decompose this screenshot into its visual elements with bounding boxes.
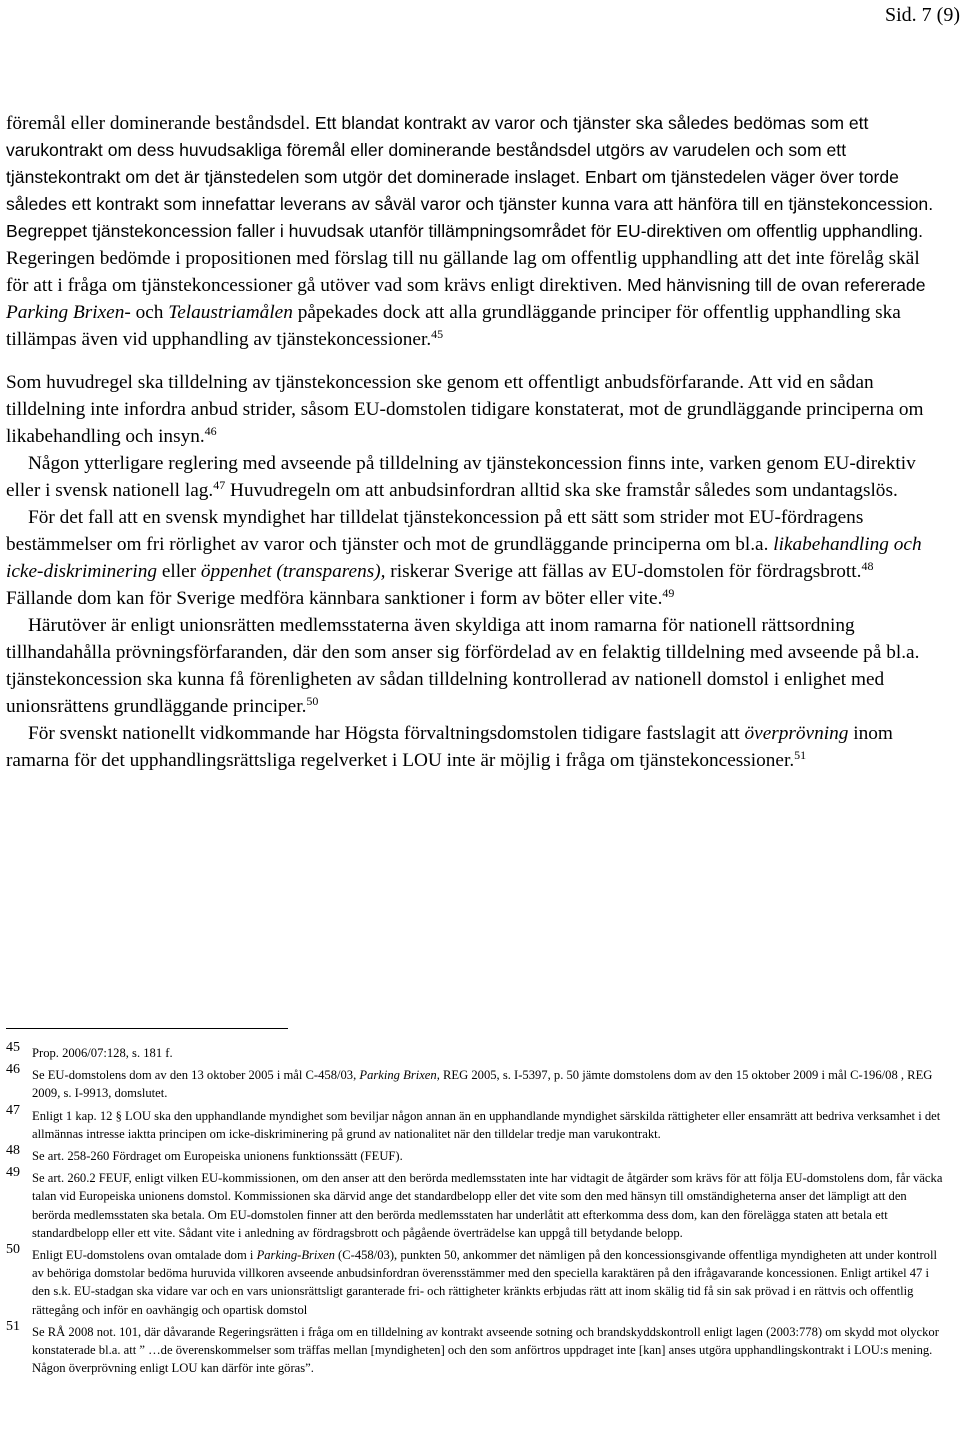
paragraph-5-text: För det fall att en svensk myndighet har tilldelat tjänstekoncession på ett sätt som strider mot EU-fördragens bestämmelser om fri rörlighet av varor och tjänster och mot de grundläggande principerna om bl.a.: [6, 507, 864, 555]
footnote-ref-51: 51: [794, 748, 807, 762]
footnote-50-text-end: (C-458/03), punkten 50, ankommer det nämligen på den koncessionsgivande offentliga myndigheten att under kontroll av behöriga domstolar bedöma huruvida villkoren avseende anbudsinfordran överensstämmer med den speciella karaktären på den ifrågavarande koncessionen. Enligt artikel 47 i den s.k. EU-stadgan ska vidare var och en vars unionsrättsligt garanterade fri- och rättigheter kränkts erbjudas rätt att inom skälig tid få sin sak prövad i en rättvis och offentlig rättegång och inför en oavhängig och opartisk domstol: [32, 1248, 937, 1317]
footnote-number: 49: [6, 1165, 20, 1181]
paragraph-5-text-2: riskerar Sverige att fällas av EU-domstolen för fördragsbrott.: [385, 561, 862, 582]
footnote-50: [6, 1242, 946, 1319]
principle-transparency: öppenhet (transparens),: [200, 561, 386, 582]
paragraph-2-conjunction: och: [130, 302, 169, 323]
paragraph-4: [6, 450, 942, 504]
footnote-51: [6, 1318, 946, 1378]
case-name-parking-brixen: Parking Brixen-: [6, 302, 131, 323]
footnote-47: [6, 1102, 946, 1143]
paragraph-6: [6, 612, 942, 720]
footnote-ref-49: 49: [662, 586, 675, 600]
case-name-parking-brixen: Parking Brixen,: [359, 1068, 440, 1083]
principle-equal-treatment: likabehandling och icke-diskriminering: [6, 534, 922, 582]
paragraph-5-text-3: Fällande dom kan för Sverige medföra kännbara sanktioner i form av böter eller vite.: [6, 588, 663, 609]
footnote-text: Prop. 2006/07:128, s. 181 f.: [32, 1046, 173, 1060]
term-overprovning: överprövning: [744, 723, 849, 744]
paragraph-4-text: Någon ytterligare reglering med avseende på tilldelning av tjänstekoncession finns inte, varken genom EU-direktiv eller i svensk nationell lag.: [6, 453, 916, 501]
footnote-text: Se RÅ 2008 not. 101, där dåvarande Regeringsrätten i fråga om en tilldelning av kontrakt avseende sotning och brandskyddskontroll enligt lagen (2003:778) om skydd mot olyckor konstaterade bl.a. att ” …de överenskommelser som träffas mellan [myndigheten] och den som anförtros uppdraget inte [kan] anses utgöra upphandlingskontrakt i LOU:s mening. Någon överprövning enligt LOU kan därför inte göras”.: [32, 1324, 939, 1376]
footnote-46-text: Se EU-domstolens dom av den 13 oktober 2005 i mål C-458/03,: [32, 1068, 360, 1083]
footnote-46-text-end: REG 2005, s. I-5397, p. 50 jämte domstolens dom av den 15 oktober 2009 i mål C-196/08 , REG 2009, s. I-9913, domslutet.: [32, 1068, 933, 1101]
footnote-ref-45: 45: [431, 327, 444, 341]
footnote-46: [6, 1062, 946, 1102]
footnote-49: [6, 1165, 946, 1242]
footnote-ref-47: 47: [213, 478, 226, 492]
paragraph-2-sans-text: Begreppet tjänstekoncession faller i huvudsak utanför tillämpningsområdet för EU-direktiven om offentlig upphandling.: [6, 221, 924, 241]
footnote-number: 48: [6, 1143, 20, 1159]
paragraph-7-text-end: inom ramarna för det upphandlingsrättsliga regelverket i LOU inte är möjlig i fråga om tjänstekoncessioner.: [6, 723, 893, 771]
footnote-text: [32, 1246, 946, 1319]
footnote-number: 47: [6, 1102, 20, 1118]
body-text: [6, 110, 942, 774]
paragraph-1-serif-text: föremål eller dominerande beståndsdel.: [6, 113, 315, 134]
footnote-text: Se art. 260.2 FEUF, enligt vilken EU-kommissionen, om den anser att den berörda medlemsstaten inte har vidtagit de åtgärder som krävs för att följa EU-domstolens dom, får väcka talan vid Europeiska unionens domstol. Kommissionen ska därvid ange det standardbelopp eller det vite som den med hänsyn till omständigheterna anser det lämpligt att den berörda medlemsstaten ska betala. Om EU-domstolen finner att den berörda medlemsstaten har underlåtit att efterkomma dess dom, kan den förelägga staten att betala ett standardbelopp eller ett vite. Sådant vite i anledning av fördragsbrott och pågående överträdelse kan uppgå till betydande belopp.: [32, 1171, 943, 1240]
footnote-50-text: Enligt EU-domstolens ovan omtalade dom i: [32, 1248, 257, 1263]
paragraph-3: [6, 369, 942, 450]
case-name-telaustria: Telaustriamålen: [168, 302, 293, 323]
paragraph-6-text: Härutöver är enligt unionsrätten medlemsstaterna även skyldiga att inom ramarna för nationell rättsordning tillhandahålla prövningsförfaranden, där den som anser sig förfördelad av en felaktig tilldelning med avseende på bl.a. tjänstekoncession ska kunna få förenligheten av sådan tilldelning kontrollerad av nationell domstol i enlighet med unionsrättens grundläggande principer.: [6, 615, 920, 717]
paragraph-5: [6, 504, 942, 612]
paragraph-5-conjunction: eller: [157, 561, 201, 582]
footnote-text: Se art. 258-260 Fördraget om Europeiska unionens funktionssätt (FEUF).: [32, 1149, 403, 1164]
paragraph-7-text: För svenskt nationellt vidkommande har Högsta förvaltningsdomstolen tidigare fastslagit att: [28, 723, 745, 744]
footnote-number: 45: [6, 1040, 20, 1055]
paragraph-2-text-end: påpekades dock att alla grundläggande principer för offentlig upphandling ska tillämpas även vid upphandling av tjänstekoncessioner.: [6, 302, 901, 350]
paragraph-2-sans-text-2: Med hänvisning till de ovan refererade: [622, 275, 926, 295]
footnote-number: 51: [6, 1318, 20, 1334]
paragraph-1-sans-text: Ett blandat kontrakt av varor och tjänster ska således bedömas som ett varukontrakt om dess huvudsakliga föremål eller dominerande beståndsdel utgörs av varudelen och som ett tjänstekontrakt om det är tjänstedelen som utgör det dominerade inslaget. Enbart om tjänstedelen väger över torde således ett kontrakt som innefattar leverans av såväl varor och tjänster kunna vara att hänföra till en tjänstekoncession.: [6, 113, 934, 214]
paragraph-2-text: Regeringen bedömde i propositionen med förslag till nu gällande lag om offentlig upphandling att det inte förelåg skäl för att i fråga om tjänstekoncessioner gå utöver vad som krävs enligt direktiven.: [6, 248, 920, 296]
footnote-45: [6, 1040, 946, 1062]
page-number: Sid. 7 (9): [885, 4, 960, 26]
paragraph-1: [6, 110, 942, 218]
footnote-separator: [6, 1028, 288, 1029]
paragraph-7: [6, 720, 942, 774]
footnote-number: 50: [6, 1242, 20, 1258]
footnotes: [6, 1040, 946, 1381]
footnote-ref-46: 46: [204, 424, 217, 438]
footnote-48: [6, 1143, 946, 1165]
footnote-ref-48: 48: [861, 559, 874, 573]
footnote-number: 46: [6, 1062, 20, 1078]
footnote-text: Enligt 1 kap. 12 § LOU ska den upphandlande myndighet som beviljar någon annan än en upphandlande myndighet särskilda rättigheter eller ensamrätt att bedriva verksamhet i det allmännas intresse iaktta principen om icke-diskriminering på grund av nationalitet när den tilldelar tredje man varukontrakt.: [32, 1108, 941, 1141]
case-name-parking-brixen: Parking-Brixen: [256, 1248, 335, 1263]
paragraph-3-text: Som huvudregel ska tilldelning av tjänstekoncession ske genom ett offentligt anbudsförfarande. Att vid en sådan tilldelning inte infordra anbud strider, såsom EU-domstolen tidigare konstaterat, mot de grundläggande principerna om likabehandling och insyn.: [6, 372, 924, 447]
paragraph-2: [6, 218, 942, 353]
footnote-ref-50: 50: [306, 694, 319, 708]
paragraph-4-text-end: Huvudregeln om att anbudsinfordran alltid ska ske framstår således som undantagslös.: [225, 480, 898, 501]
footnote-text: [32, 1066, 946, 1102]
